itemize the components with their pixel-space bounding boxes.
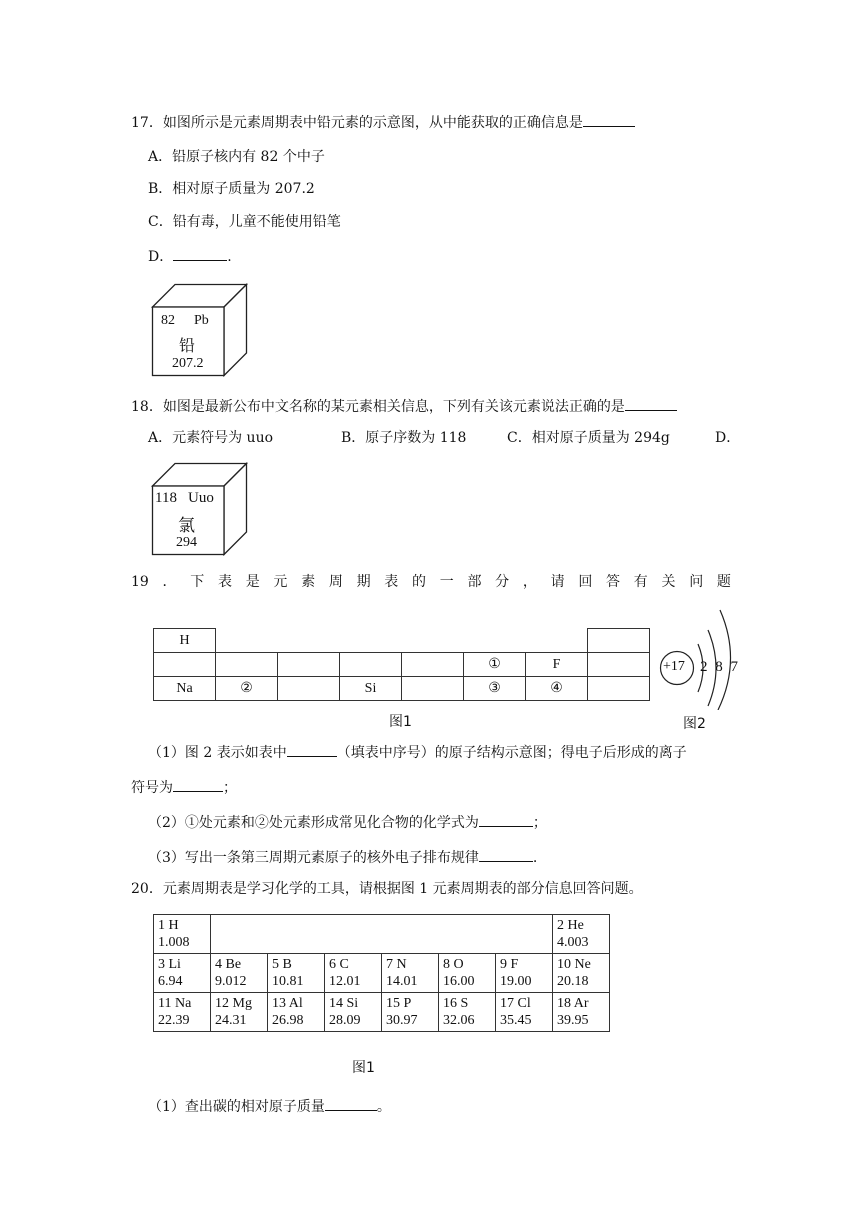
element-cell: 2 He 4.003 [553, 915, 610, 954]
element-cell: 16 S 32.06 [439, 993, 496, 1032]
q17-option-c[interactable]: C．铅有毒，儿童不能使用铅笔 [148, 214, 341, 230]
q17-stem: 17．如图所示是元素周期表中铅元素的示意图，从中能获取的正确信息是 [131, 113, 635, 132]
answer-blank[interactable] [325, 1097, 377, 1111]
answer-blank[interactable] [173, 778, 223, 792]
q19-sub1-line2: 符号为 ； [131, 780, 237, 796]
element-name: 氯 [178, 516, 195, 536]
cell-na: Na [154, 677, 216, 701]
element-cell: 7 N 14.01 [382, 954, 439, 993]
answer-blank[interactable] [287, 743, 337, 757]
q19-stem: 19 ． 下 表 是 元 素 周 期 表 的 一 部 分 ， 请 回 答 有 关 问 题 [131, 574, 731, 590]
element-cell: 8 O 16.00 [439, 954, 496, 993]
element-cell: 17 Cl 35.45 [496, 993, 553, 1032]
q19-sub3: （3）写出一条第三周期元素原子的核外电子排布规律 . [148, 850, 538, 866]
element-cell: 5 B 10.81 [268, 954, 325, 993]
element-symbol: Pb [194, 313, 209, 328]
q18-stem: 18．如图是最新公布中文名称的某元素相关信息，下列有关该元素说法正确的是 [131, 397, 677, 416]
q18-option-c[interactable]: C．相对原子质量为 294g [507, 430, 670, 446]
lead-element-card [152, 284, 248, 376]
element-cell: 4 Be 9.012 [211, 954, 268, 993]
element-cell: 15 P 30.97 [382, 993, 439, 1032]
q19-sub1-line1: （1）图 2 表示如表中 （填表中序号）的原子结构示意图；得电子后形成的离子 [148, 745, 687, 761]
element-cell: 10 Ne 20.18 [553, 954, 610, 993]
q18-option-d[interactable]: D． [715, 430, 741, 446]
q17-option-d[interactable]: D． . [148, 249, 232, 265]
figure-1-caption-q20: 图1 [352, 1060, 375, 1076]
cell-h: H [154, 629, 216, 653]
cell-marker-1: ① [464, 653, 526, 677]
answer-blank[interactable] [173, 247, 227, 261]
element-cell: 3 Li 6.94 [154, 954, 211, 993]
electron-shells: 2 8 7 [700, 659, 738, 675]
element-cell: 1 H 1.008 [154, 915, 211, 954]
figure-1-caption: 图1 [389, 714, 412, 730]
q17-option-a[interactable]: A．铅原子核内有 82 个中子 [148, 149, 325, 165]
atomic-mass: 294 [176, 535, 197, 550]
element-cell: 12 Mg 24.31 [211, 993, 268, 1032]
q18-option-b[interactable]: B．原子序数为 118 [341, 430, 467, 446]
oganesson-element-card [152, 463, 248, 555]
element-symbol: Uuo [188, 490, 214, 506]
periodic-table-excerpt [153, 914, 610, 1032]
element-cell: 9 F 19.00 [496, 954, 553, 993]
answer-blank[interactable] [479, 813, 533, 827]
q17-option-b[interactable]: B．相对原子质量为 207.2 [148, 181, 315, 197]
answer-blank[interactable] [625, 397, 677, 411]
q20-sub1: （1）查出碳的相对原子质量 。 [148, 1099, 391, 1115]
answer-blank[interactable] [479, 848, 533, 862]
q19-sub2: （2）①处元素和②处元素形成常见化合物的化学式为 ； [148, 815, 547, 831]
cell-f: F [526, 653, 588, 677]
cell-marker-4: ④ [526, 677, 588, 701]
q20-stem: 20．元素周期表是学习化学的工具，请根据图 1 元素周期表的部分信息回答问题。 [131, 881, 643, 897]
atomic-number: 82 [161, 313, 175, 328]
element-cell: 18 Ar 39.95 [553, 993, 610, 1032]
element-cell: 14 Si 28.09 [325, 993, 382, 1032]
atomic-number: 118 [155, 490, 177, 506]
element-cell: 11 Na 22.39 [154, 993, 211, 1032]
element-cell: 6 C 12.01 [325, 954, 382, 993]
cell-marker-2: ② [216, 677, 278, 701]
element-cell: 13 Al 26.98 [268, 993, 325, 1032]
periodic-table-fragment [153, 628, 650, 701]
nucleus-charge: +17 [663, 659, 685, 674]
cell-marker-3: ③ [464, 677, 526, 701]
answer-blank[interactable] [583, 113, 635, 127]
atom-structure-diagram [652, 602, 748, 710]
cell-si: Si [340, 677, 402, 701]
q18-option-a[interactable]: A．元素符号为 uuo [148, 430, 274, 446]
atomic-mass: 207.2 [172, 356, 204, 371]
figure-2-caption: 图2 [683, 716, 706, 732]
element-name: 铅 [179, 336, 196, 355]
